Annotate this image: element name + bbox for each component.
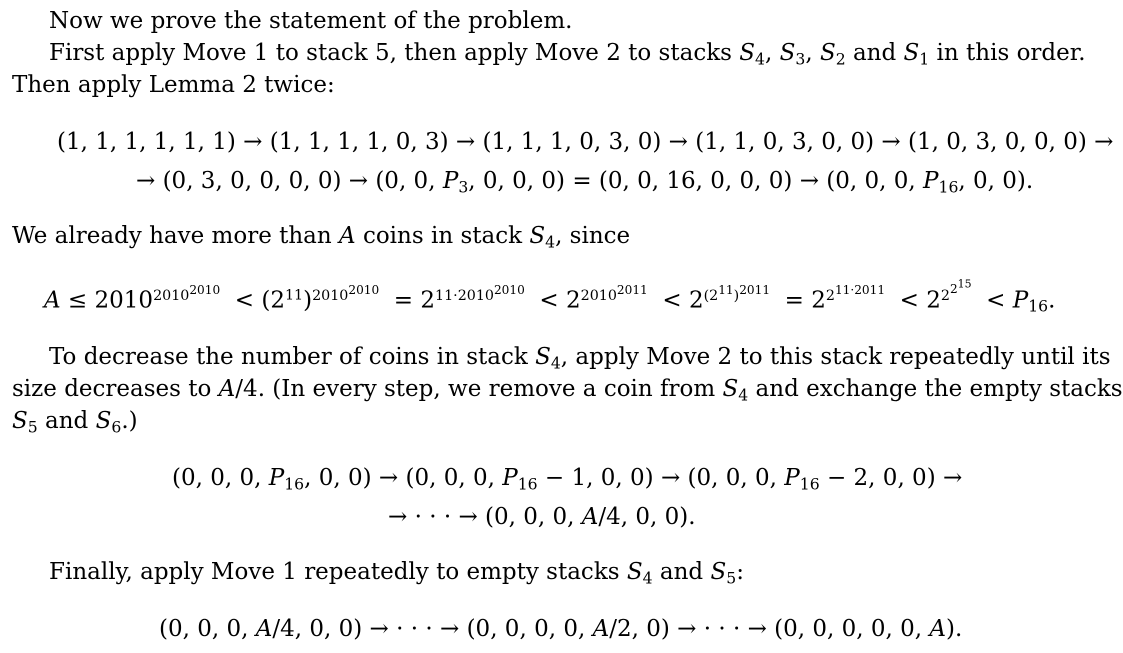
para1-line2: First apply Move 1 to stack 5, then apply Move 2 to stacks $S_4$, $S_3$, $S_2$ and $S_1$ in this order.: [49, 40, 1086, 69]
para3-line2-a: size decreases to: [12, 376, 219, 402]
para3-line2-c: and exchange the empty stacks: [748, 376, 1123, 402]
para4-text-c: :: [736, 559, 744, 585]
para1-line3: [12, 70, 335, 100]
para2-text-b: coins in stack: [355, 223, 530, 249]
para4-text-b: and: [652, 559, 711, 585]
equation-1-row2-a: → (0, 3, 0, 0, 0, 0) → (0, 0,: [136, 168, 443, 194]
para3-line1: To decrease the number of coins in stack $S_4$, apply Move 2 to this stack repeatedly until its: [49, 344, 1111, 373]
para3-line1-b: , apply Move 2 to this stack repeatedly until its: [560, 344, 1111, 370]
para1-line3-text: Then apply Lemma 2 twice:: [12, 72, 335, 98]
para1-line2-text-a: First apply Move 1 to stack 5, then apply Move 2 to stacks: [49, 40, 740, 66]
para1-line2-text-b: in this order.: [929, 40, 1086, 66]
equation-1-row2-b: , 0, 0, 0) = (0, 0, 16, 0, 0, 0) → (0, 0, 0,: [468, 168, 924, 194]
equation-3-row2: → · · · → (0, 0, 0, A/4, 0, 0).: [388, 504, 696, 530]
para3-line3: $S_5$ and $S_6$.): [12, 408, 138, 437]
para2-text-a: We already have more than: [12, 223, 340, 249]
para3-line1-a: To decrease the number of coins in stack: [49, 344, 536, 370]
equation-1-row1-text: (1, 1, 1, 1, 1, 1) → (1, 1, 1, 1, 0, 3) → (1, 1, 1, 0, 3, 0) → (1, 1, 0, 3, 0, 0) → (1, 0, 3, 0, 0, 0) →: [57, 129, 1114, 155]
para4-text-a: Finally, apply Move 1 repeatedly to empty stacks: [49, 559, 627, 585]
equation-3-row1: (0, 0, 0, $P_{16}$, 0, 0) → (0, 0, 0, $P_{16} - 1$, 0, 0) → (0, 0, 0, $P_{16} - 2$, 0, 0) →: [172, 465, 963, 494]
para1-line1-text: Now we prove the statement of the problem.: [49, 8, 573, 34]
para3-line3-c: .): [121, 408, 138, 434]
para3-line3-b: and: [37, 408, 96, 434]
equation-1-row2: → (0, 3, 0, 0, 0, 0) → (0, 0, $P_3$, 0, 0, 0) = (0, 0, 16, 0, 0, 0) → (0, 0, 0, $P_{16}$, 0, 0).: [136, 168, 1034, 197]
para1-line1: [49, 6, 572, 36]
para3-line2-b: . (In every step, we remove a coin from: [257, 376, 723, 402]
equation-1-row2-c: , 0, 0).: [958, 168, 1034, 194]
para4-line: Finally, apply Move 1 repeatedly to empty stacks $S_4$ and $S_5$:: [49, 559, 744, 588]
para2-line: We already have more than A coins in stack $S_4$, since: [12, 223, 631, 252]
equation-1-row1: [57, 127, 1113, 157]
equation-4-row1: (0, 0, 0, A/4, 0, 0) → · · · → (0, 0, 0, 0, A/2, 0) → · · · → (0, 0, 0, 0, 0, A).: [159, 616, 963, 642]
equation-2-inequality-chain: $A \le 2010^{2010^{2010}} < (2^{11})^{2010^{2010}} = 2^{11\cdot 2010^{2010}} < 2^{2010^{2011}} < 2^{(2^{11})^{2011}} = 2^{2^{11\cdot 2011}} < 2^{2^{2^{15}}} < P_{16}$.: [44, 278, 1056, 316]
math-s4: S: [739, 40, 756, 66]
para3-line2: size decreases to A/4. (In every step, we remove a coin from $S_4$ and exchange the empty stacks: [12, 376, 1123, 405]
para2-text-c: , since: [555, 223, 631, 249]
